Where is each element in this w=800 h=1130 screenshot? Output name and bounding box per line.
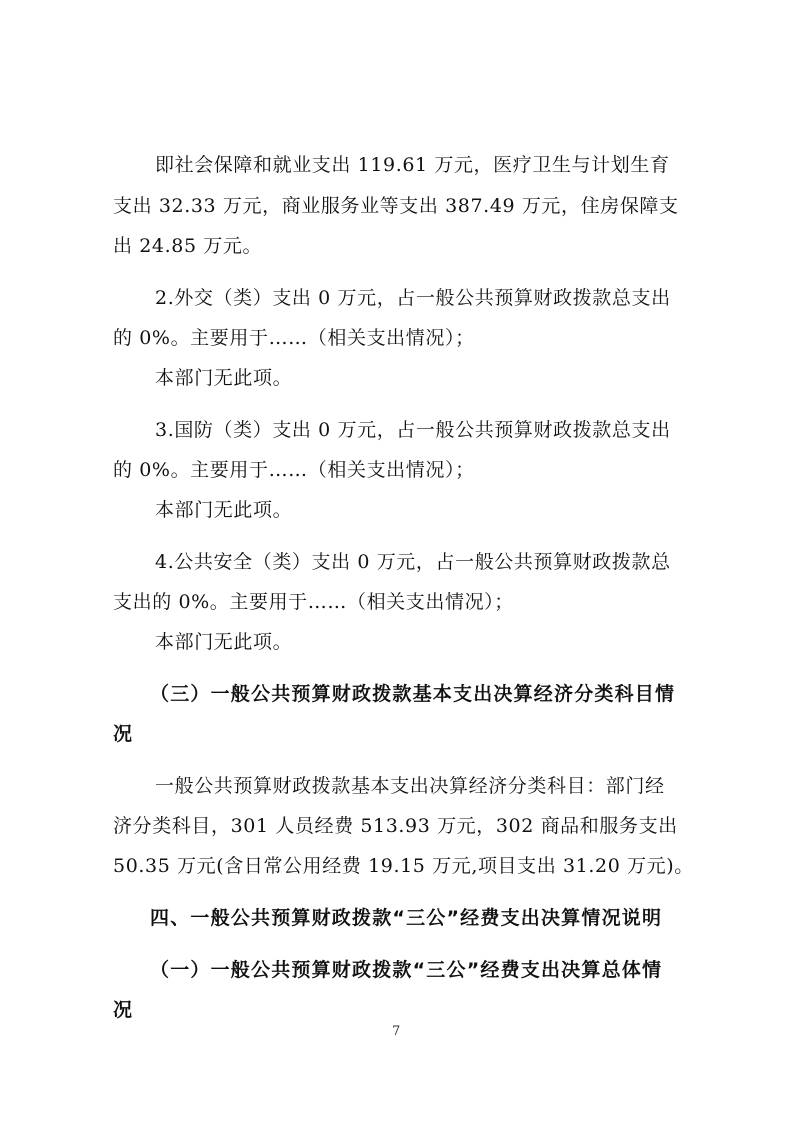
text-line-16: 济分类科目，301 人员经费 513.93 万元，302 商品和服务支出 — [113, 815, 678, 837]
text-line-17: 50.35 万元(含日常公用经费 19.15 万元,项目支出 31.20 万元)。 — [113, 855, 694, 877]
section-heading-3: （三）一般公共预算财政拨款基本支出决算经济分类科目情 — [150, 683, 676, 705]
text-line-3: 出 24.85 万元。 — [113, 235, 263, 257]
text-line-6: 本部门无此项。 — [155, 367, 293, 389]
text-line-2: 支出 32.33 万元，商业服务业等支出 387.49 万元，住房保障支 — [113, 195, 679, 217]
text-line-7: 3.国防（类）支出 0 万元，占一般公共预算财政拨款总支出 — [155, 419, 671, 441]
text-line-8: 的 0%。主要用于……（相关支出情况）； — [113, 459, 475, 481]
section-heading-3-cont: 况 — [113, 723, 134, 745]
text-line-4: 2.外交（类）支出 0 万元，占一般公共预算财政拨款总支出 — [155, 287, 671, 309]
text-line-1: 即社会保障和就业支出 119.61 万元，医疗卫生与计划生育 — [155, 154, 670, 176]
text-line-15: 一般公共预算财政拨款基本支出决算经济分类科目：部门经 — [155, 775, 665, 797]
subsection-heading-1-cont: 况 — [113, 999, 134, 1021]
chapter-heading-4: 四、一般公共预算财政拨款“三公”经费支出决算情况说明 — [150, 907, 663, 929]
text-line-9: 本部门无此项。 — [155, 499, 293, 521]
text-line-10: 4.公共安全（类）支出 0 万元，占一般公共预算财政拨款总 — [155, 551, 671, 573]
text-line-11: 支出的 0%。主要用于……（相关支出情况）； — [113, 591, 514, 613]
subsection-heading-1: （一）一般公共预算财政拨款“三公”经费支出决算总体情 — [150, 959, 663, 981]
text-line-12: 本部门无此项。 — [155, 631, 293, 653]
page-number: 7 — [392, 1024, 401, 1039]
text-line-5: 的 0%。主要用于……（相关支出情况）； — [113, 327, 475, 349]
